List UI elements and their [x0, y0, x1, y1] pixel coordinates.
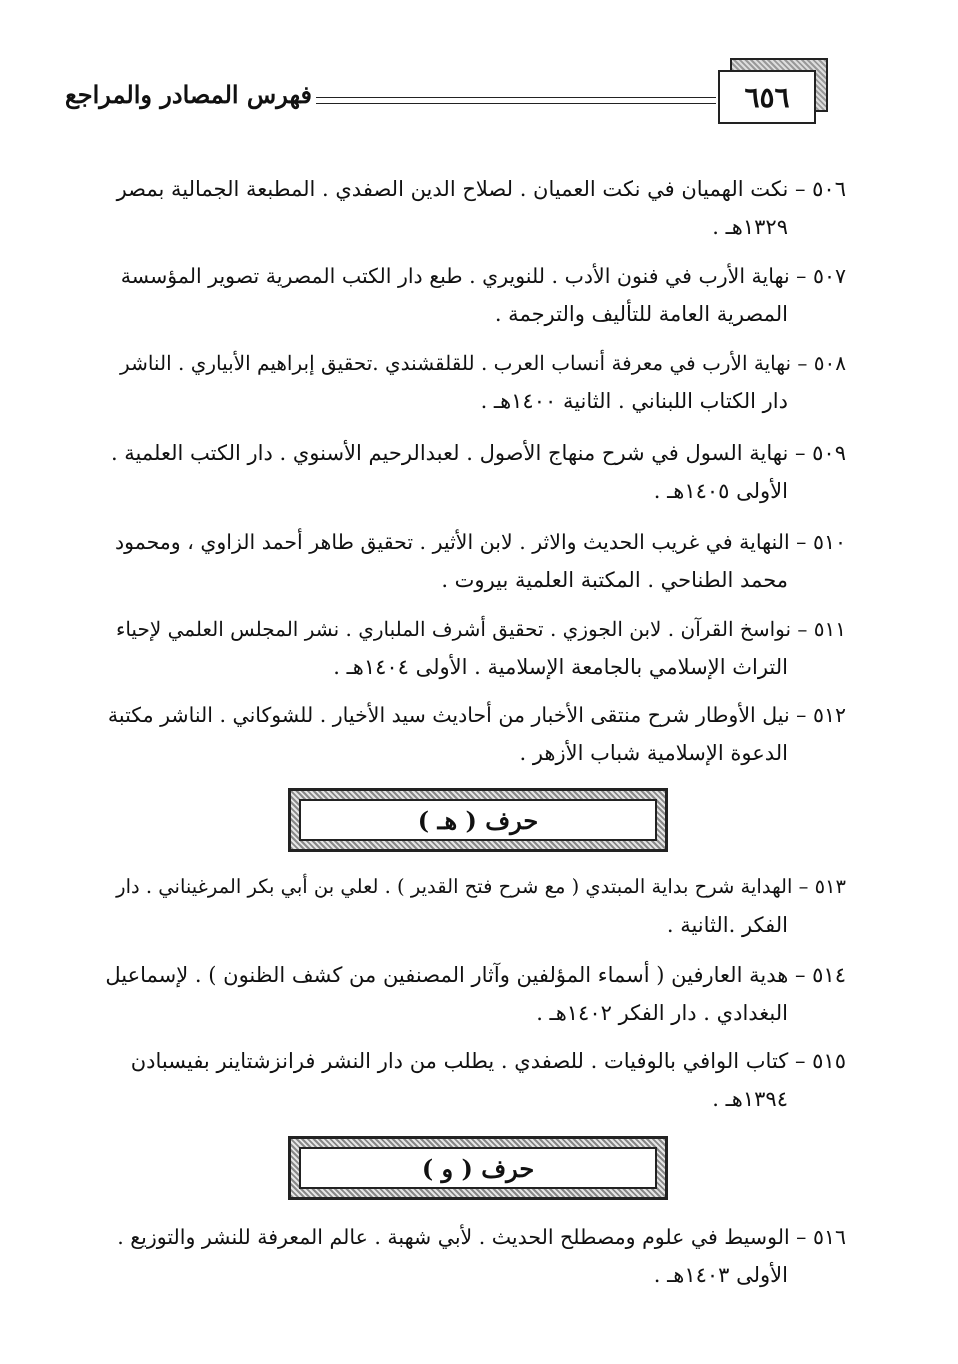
- entry-text-cont: الفكر .الثانية .: [666, 913, 788, 937]
- entry-text-cont: التراث الإسلامي بالجامعة الإسلامية . الأولى ١٤٠٤هـ .: [333, 655, 788, 679]
- entry-text-cont: الأولى ١٤٠٥هـ .: [653, 479, 788, 503]
- entry-516: ٥١٦ – الوسيط في علوم ومصطلح الحديث . لأبي شهبة . عالم المعرفة للنشر والتوزيع . الأولى ١٤٠٣هـ .: [104, 1218, 846, 1294]
- section-heading-label: حرف ( و ): [299, 1147, 657, 1189]
- entry-513: ٥١٣ – الهداية شرح بداية المبتدي ( مع شرح فتح القدير ) . لعلي بن أبي بكر المرغيناني . دار الفكر .الثانية .: [104, 868, 846, 944]
- entry-number: ٥١٥: [812, 1049, 846, 1073]
- entry-text: الهداية شرح بداية المبتدي ( مع شرح فتح القدير ) . لعلي بن أبي بكر المرغيناني . دار: [116, 875, 793, 898]
- section-heading-label: حرف ( هـ ): [299, 799, 657, 841]
- entry-text: النهاية في غريب الحديث والاثر . لابن الأثير . تحقيق طاهر أحمد الزاوي ، ومحمود: [115, 530, 790, 554]
- entry-text: نهاية الأرب في فنون الأدب . للنويري . طبع دار الكتب المصرية تصوير المؤسسة: [120, 264, 790, 288]
- entry-number: ٥١٠: [812, 530, 846, 554]
- entry-number: ٥١٢: [812, 703, 846, 727]
- entry-number: ٥١٦: [812, 1225, 846, 1249]
- entry-text-cont: ١٣٩٤هـ .: [712, 1087, 788, 1111]
- entry-510: ٥١٠ – النهاية في غريب الحديث والاثر . لابن الأثير . تحقيق طاهر أحمد الزاوي ، ومحمود محمد الطناحي . المكتبة العلمية بيروت .: [104, 523, 846, 599]
- entry-text-cont: دار الكتاب اللبناني . الثانية ١٤٠٠هـ .: [480, 389, 788, 413]
- entry-text-cont: محمد الطناحي . المكتبة العلمية بيروت .: [441, 568, 788, 592]
- entry-text-cont: الأولى ١٤٠٣هـ .: [653, 1263, 788, 1287]
- entry-508: ٥٠٨ – نهاية الأرب في معرفة أنساب العرب . للقلقشندي .تحقيق إبراهيم الأبياري . الناشر دار الكتاب اللبناني . الثانية ١٤٠٠هـ .: [104, 344, 846, 420]
- running-title: فهرس المصادر والمراجع: [64, 80, 312, 109]
- entry-number: ٥١١: [813, 617, 846, 641]
- entry-text: نيل الأوطار شرح منتقى الأخبار من أحاديث سيد الأخيار . للشوكاني . الناشر مكتبة: [107, 703, 790, 727]
- section-heading-waw: [288, 1136, 668, 1200]
- page-number: ٦٥٦: [718, 70, 816, 124]
- entry-511: ٥١١ – نواسخ القرآن . لابن الجوزي . تحقيق أشرف الملباري . نشر المجلس العلمي لإحياء التراث الإسلامي بالجامعة الإسلامية . الأولى ١٤٠٤هـ .: [104, 610, 846, 686]
- entry-text: كتاب الوافي بالوفيات . للصفدي . يطلب من دار النشر فرانزشتاينر بفيسبادن: [130, 1049, 789, 1073]
- entry-number: ٥٠٩: [812, 441, 846, 465]
- entry-514: ٥١٤ – هدية العارفين ( أسماء المؤلفين وآثار المصنفين من كشف الظنون ) . لإسماعيل البغدادي . دار الفكر ١٤٠٢هـ .: [104, 956, 846, 1032]
- header-rule: [316, 97, 716, 104]
- entry-number: ٥٠٦: [812, 177, 846, 201]
- entry-text: نواسخ القرآن . لابن الجوزي . تحقيق أشرف الملباري . نشر المجلس العلمي لإحياء: [115, 617, 792, 641]
- entry-506: ٥٠٦ – نكت الهميان في نكت العميان . لصلاح الدين الصفدي . المطبعة الجمالية بمصر ١٣٢٩هـ .: [104, 170, 846, 246]
- entry-text: نهاية السول في شرح منهاج الأصول . لعبدالرحيم الأسنوي . دار الكتب العلمية .: [110, 441, 789, 465]
- entry-number: ٥١٣: [814, 875, 846, 898]
- entry-number: ٥٠٨: [813, 351, 846, 375]
- entry-text-cont: المصرية العامة للتأليف والترجمة .: [494, 302, 788, 326]
- section-heading-ha: [288, 788, 668, 852]
- entry-number: ٥٠٧: [812, 264, 846, 288]
- entry-text-cont: ١٣٢٩هـ .: [712, 215, 788, 239]
- entry-text-cont: البغدادي . دار الفكر ١٤٠٢هـ .: [536, 1001, 788, 1025]
- entry-515: ٥١٥ – كتاب الوافي بالوفيات . للصفدي . يطلب من دار النشر فرانزشتاينر بفيسبادن ١٣٩٤هـ .: [104, 1042, 846, 1118]
- entry-number: ٥١٤: [812, 963, 846, 987]
- entry-509: ٥٠٩ – نهاية السول في شرح منهاج الأصول . لعبدالرحيم الأسنوي . دار الكتب العلمية . الأولى ١٤٠٥هـ .: [104, 434, 846, 510]
- entry-text: نهاية الأرب في معرفة أنساب العرب . للقلقشندي .تحقيق إبراهيم الأبياري . الناشر: [120, 351, 792, 375]
- entry-507: ٥٠٧ – نهاية الأرب في فنون الأدب . للنويري . طبع دار الكتب المصرية تصوير المؤسسة المصرية العامة للتأليف والترجمة .: [104, 257, 846, 333]
- entry-512: ٥١٢ – نيل الأوطار شرح منتقى الأخبار من أحاديث سيد الأخيار . للشوكاني . الناشر مكتبة الدعوة الإسلامية شباب الأزهر .: [104, 696, 846, 772]
- entry-text: نكت الهميان في نكت العميان . لصلاح الدين الصفدي . المطبعة الجمالية بمصر: [116, 177, 789, 201]
- entry-text: الوسيط في علوم ومصطلح الحديث . لأبي شهبة . عالم المعرفة للنشر والتوزيع .: [117, 1225, 790, 1249]
- entry-text: هدية العارفين ( أسماء المؤلفين وآثار المصنفين من كشف الظنون ) . لإسماعيل: [105, 963, 789, 987]
- entry-text-cont: الدعوة الإسلامية شباب الأزهر .: [519, 741, 788, 765]
